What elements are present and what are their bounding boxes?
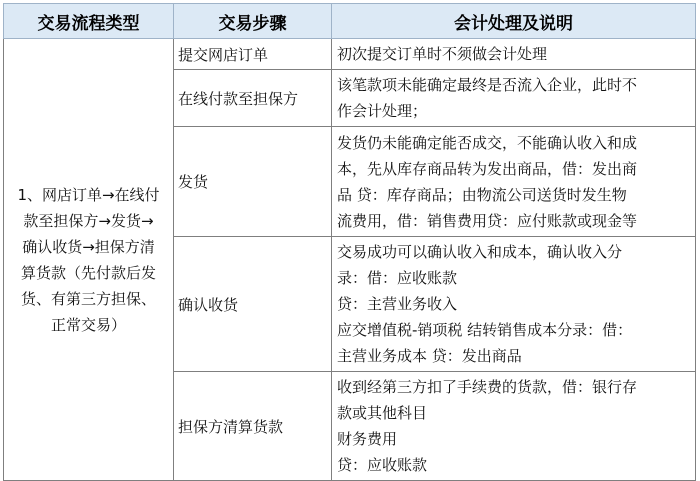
description-cell: [332, 237, 696, 372]
description-cell: [332, 39, 696, 70]
flow-type-line: 确认收货→担保方清: [22, 237, 155, 256]
step-cell: 担保方清算货款: [174, 372, 332, 481]
description-cell: [332, 127, 696, 237]
description-line: 应交增值税-销项税 结转销售成本分录：借：: [337, 321, 633, 339]
description-line: 初次提交订单时不须做会计处理: [337, 45, 548, 63]
description-line: 款或其他科目: [337, 404, 428, 422]
description-line: 品 贷：库存商品；由物流公司送货时发生物: [337, 185, 627, 204]
flow-type-line: 算货款（先付款后发: [20, 263, 156, 282]
description-line: 财务费用: [337, 430, 398, 448]
description-line: 流费用，借：销售费用贷：应付账款或现金等: [337, 211, 638, 230]
description-cell: [332, 372, 696, 481]
description-line: 作会计处理；: [337, 102, 428, 120]
description-line: 贷：应收账款: [337, 456, 428, 474]
description-line: 收到经第三方扣了手续费的货款，借：银行存: [337, 378, 638, 396]
description-line: 发货仍未能确定能否成交，不能确认收入和成: [337, 133, 638, 152]
header-row: [4, 4, 696, 39]
flow-type-line: 款至担保方→发货→: [23, 211, 154, 230]
description-line: 录：借：应收账款: [337, 269, 458, 287]
flow-type-line: 1、网店订单→在线付: [17, 185, 160, 204]
step-cell: 提交网店订单: [174, 39, 332, 70]
description-line: 贷：主营业务收入: [337, 295, 458, 313]
description-line: 交易成功可以确认收入和成本，确认收入分: [337, 243, 623, 261]
description-line: 主营业务成本 贷：发出商品: [337, 347, 522, 365]
header-step: 交易步骤: [174, 4, 332, 39]
flow-type-cell: [4, 39, 174, 481]
step-cell: 在线付款至担保方: [174, 70, 332, 127]
step-cell: 发货: [174, 127, 332, 237]
accounting-table: [3, 3, 696, 481]
step-cell: 确认收货: [174, 237, 332, 372]
flow-type-line: 正常交易）: [50, 315, 126, 334]
description-cell: [332, 70, 696, 127]
description-line: 该笔款项未能确定最终是否流入企业，此时不: [337, 76, 638, 94]
table-row: [4, 39, 696, 70]
flow-type-line: 货、有第三方担保、: [20, 289, 156, 308]
header-description: 会计处理及说明: [332, 4, 696, 39]
header-flow-type: 交易流程类型: [4, 4, 174, 39]
description-line: 本，先从库存商品转为发出商品，借：发出商: [337, 159, 638, 178]
